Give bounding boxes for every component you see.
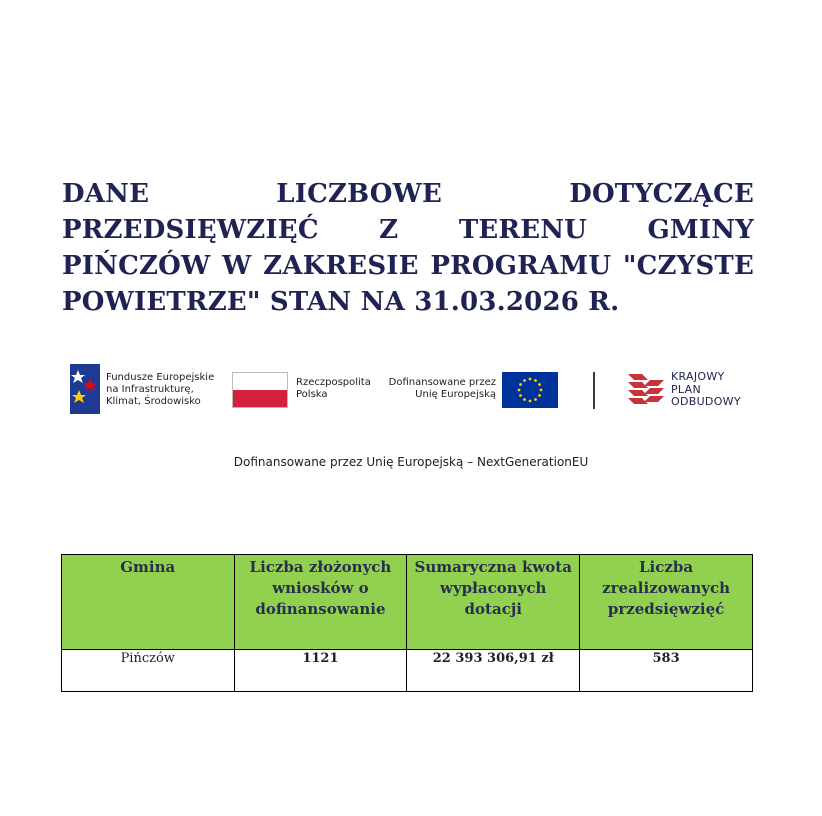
republic-poland-label bbox=[296, 377, 371, 401]
kpo-label-line: PLAN bbox=[671, 382, 701, 396]
column-header-applications: Liczba złożonych wniosków o dofinansowanie bbox=[234, 555, 407, 650]
funds-eu-label-line: Fundusze Europejskie bbox=[106, 372, 215, 383]
cell-applications: 1121 bbox=[234, 650, 407, 692]
republic-poland-label-line: Polska bbox=[296, 389, 328, 400]
funds-eu-label bbox=[106, 372, 214, 408]
column-header-completed: Liczba zrealizowanych przedsięwzięć bbox=[580, 555, 753, 650]
polish-flag-icon bbox=[232, 372, 288, 408]
kpo-logo-icon bbox=[628, 372, 664, 408]
cell-completed: 583 bbox=[580, 650, 753, 692]
republic-poland-label-line: Rzeczpospolita bbox=[296, 377, 371, 388]
table-row bbox=[62, 650, 753, 692]
kpo-label-line: KRAJOWY bbox=[671, 370, 725, 383]
eu-cofinanced-label bbox=[386, 377, 496, 401]
column-header-municipality: Gmina bbox=[62, 555, 235, 650]
nextgen-eu-caption: Dofinansowane przez Unię Europejską – NextGenerationEU bbox=[233, 455, 589, 469]
cell-municipality: Pińczów bbox=[62, 650, 235, 692]
eu-flag-icon bbox=[502, 372, 558, 408]
funds-eu-label-line: na Infrastrukturę, bbox=[106, 384, 194, 395]
data-table bbox=[61, 554, 753, 692]
kpo-label bbox=[671, 371, 741, 409]
eu-cofinanced-label-line: Dofinansowane przez bbox=[388, 377, 496, 388]
kpo-label-line: ODBUDOWY bbox=[671, 395, 741, 408]
funds-eu-icon bbox=[70, 364, 100, 414]
cell-total-amount: 22 393 306,91 zł bbox=[407, 650, 580, 692]
logo-bar bbox=[0, 360, 822, 420]
table-header-row bbox=[62, 555, 753, 650]
funds-eu-label-line: Klimat, Środowisko bbox=[106, 396, 201, 407]
column-header-total-amount: Sumaryczna kwota wypłaconych dotacji bbox=[407, 555, 580, 650]
eu-cofinanced-label-line: Unię Europejską bbox=[415, 389, 496, 400]
logo-divider bbox=[593, 372, 595, 409]
page-title: DANE LICZBOWE DOTYCZĄCE PRZEDSIĘWZIĘĆ Z TERENU GMINY PIŃCZÓW W ZAKRESIE PROGRAMU "CZYSTE POWIETRZE" STAN NA 31.03.2026 R. bbox=[62, 179, 754, 317]
